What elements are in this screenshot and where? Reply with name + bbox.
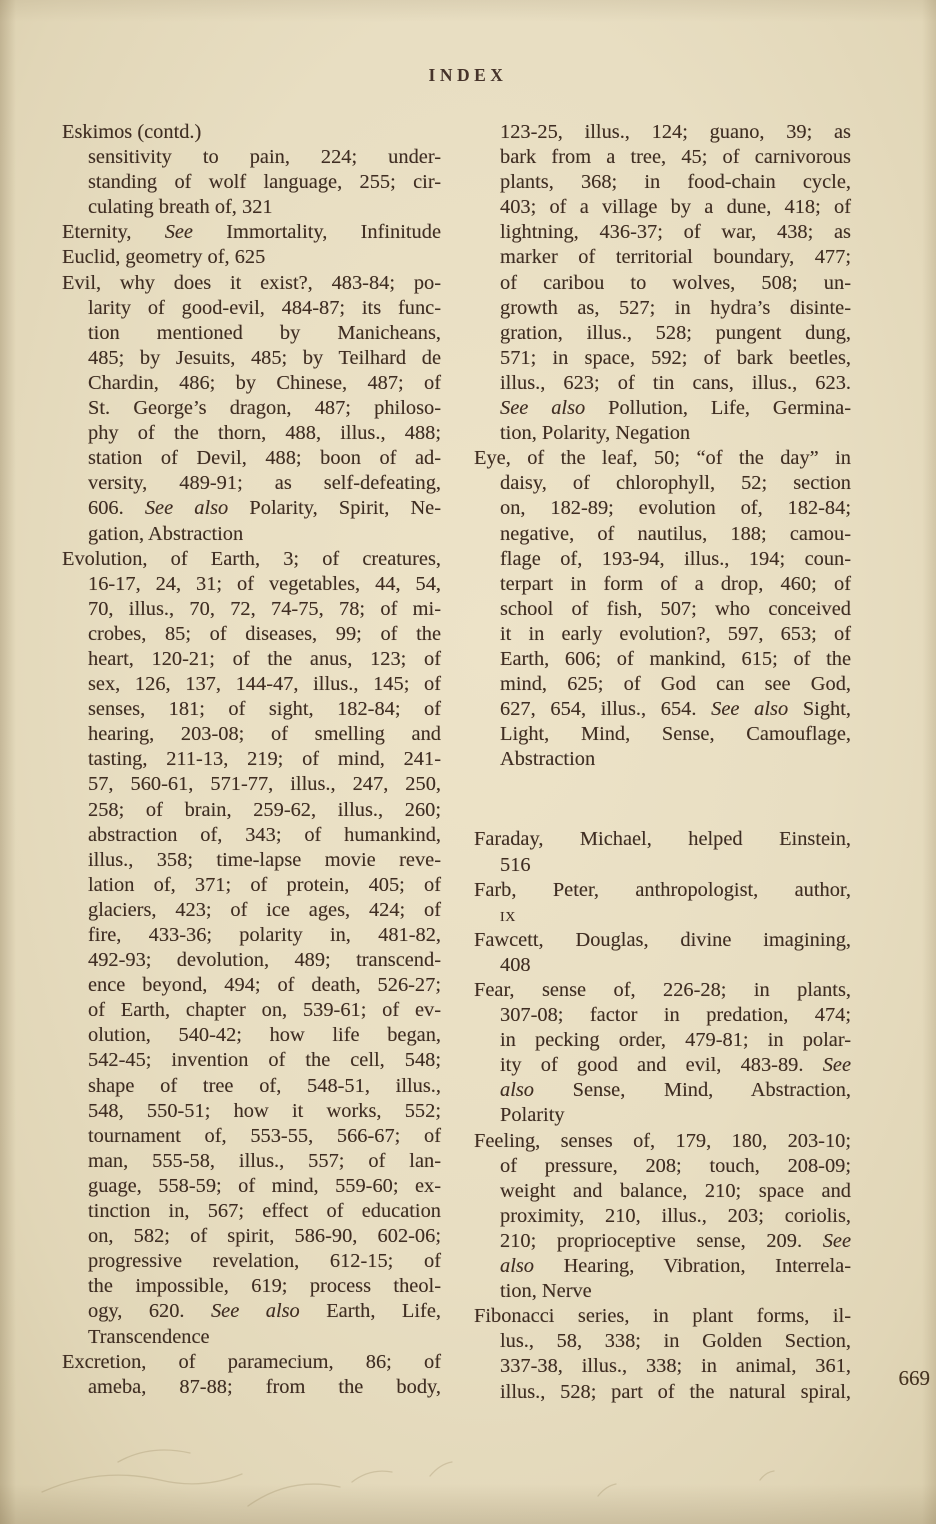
text-segment: Hearing, Vibration, Interrela- — [534, 1255, 851, 1278]
index-line — [88, 948, 441, 973]
text-segment: illus., 528; part of the natural spiral, — [500, 1380, 851, 1403]
text-segment: 516 — [500, 853, 531, 876]
text-segment: weight and balance, 210; space and — [500, 1179, 851, 1202]
index-line — [500, 1179, 851, 1204]
text-segment: in pecking order, 479-81; in polar- — [500, 1029, 851, 1052]
index-entry — [474, 120, 851, 446]
index-line — [500, 1003, 851, 1028]
text-segment: negative, of nautilus, 188; camou- — [500, 522, 851, 545]
text-segment: 337-38, illus., 338; in animal, 361, — [500, 1355, 851, 1378]
text-segment: Euclid, geometry of, 625 — [62, 246, 266, 269]
text-segment: station of Devil, 488; boon of ad- — [88, 447, 441, 470]
index-line — [62, 120, 441, 145]
index-line — [88, 848, 441, 873]
text-segment: illus., 358; time-lapse movie reve- — [88, 848, 441, 871]
index-entry — [62, 145, 441, 220]
text-segment: Transcendence — [88, 1325, 210, 1348]
index-entry — [62, 120, 441, 145]
text-segment: St. George’s dragon, 487; philoso- — [88, 397, 441, 420]
text-segment: Earth, Life, — [299, 1300, 441, 1323]
index-line — [500, 1279, 851, 1304]
text-segment: 542-45; invention of the cell, 548; — [88, 1049, 441, 1072]
text-segment: shape of tree of, 548-51, illus., — [88, 1074, 441, 1097]
text-segment: glaciers, 423; of ice ages, 424; of — [88, 898, 441, 921]
index-line — [500, 471, 851, 496]
text-segment: 307-08; factor in predation, 474; — [500, 1004, 851, 1027]
text-segment: Eskimos (contd.) — [62, 121, 202, 143]
text-segment: abstraction of, 343; of humankind, — [88, 823, 441, 846]
index-line — [500, 1028, 851, 1053]
text-segment: sex, 126, 137, 144-47, illus., 145; of — [88, 673, 441, 696]
index-line — [88, 647, 441, 672]
index-line — [500, 953, 851, 978]
text-segment: 70, illus., 70, 72, 74-75, 78; of mi- — [88, 597, 441, 620]
text-segment: Fawcett, Douglas, divine imagining, — [474, 928, 851, 951]
text-segment: Evil, why does it exist?, 483-84; po- — [62, 271, 441, 294]
index-line — [500, 697, 851, 722]
text-segment: of pressure, 208; touch, 208-09; — [500, 1154, 851, 1177]
index-line — [88, 1325, 441, 1350]
index-line — [88, 998, 441, 1023]
text-segment: marker of territorial boundary, 477; — [500, 246, 851, 269]
text-segment: phy of the thorn, 488, illus., 488; — [88, 422, 441, 445]
index-line — [88, 396, 441, 421]
text-segment: hearing, 203-08; of smelling and — [88, 723, 441, 746]
text-segment: 627, 654, illus., 654. — [500, 698, 712, 721]
text-segment: larity of good-evil, 484-87; its func- — [88, 296, 441, 319]
index-line — [500, 672, 851, 697]
text-segment: Fear, sense of, 226-28; in plants, — [474, 979, 851, 1001]
index-entry — [474, 1304, 851, 1404]
index-line — [500, 1103, 851, 1128]
text-segment: senses, 181; of sight, 182-84; of — [88, 698, 441, 721]
index-line — [88, 697, 441, 722]
index-line — [500, 522, 851, 547]
text-segment: Earth, 606; of mankind, 615; of the — [500, 647, 851, 670]
index-line — [62, 245, 441, 270]
index-line — [500, 346, 851, 371]
page-number: 669 — [898, 1366, 930, 1390]
index-line — [500, 1354, 851, 1379]
text-segment: flage of, 193-94, illus., 194; coun- — [500, 547, 851, 570]
text-segment: terpart in form of a drop, 460; of — [500, 572, 851, 595]
text-segment: gation, Abstraction — [88, 522, 244, 545]
text-segment: 258; of brain, 259-62, illus., 260; — [88, 798, 441, 821]
text-segment: tinction in, 567; effect of education — [88, 1200, 441, 1223]
index-line — [88, 1375, 441, 1400]
index-entry — [474, 1129, 851, 1305]
text-segment: on, 582; of spirit, 586-90, 602-06; — [88, 1225, 441, 1248]
text-segment: ix — [500, 903, 516, 926]
text-segment: See — [822, 1229, 851, 1252]
text-segment: Sense, Mind, Abstraction, — [534, 1079, 851, 1102]
index-line — [500, 220, 851, 245]
index-line — [62, 547, 441, 572]
text-segment: daisy, of chlorophyll, 52; section — [500, 472, 851, 495]
index-line — [500, 1329, 851, 1354]
page-heading: INDEX — [428, 65, 508, 85]
text-segment: See — [822, 1054, 851, 1077]
text-segment: growth as, 527; in hydra’s disinte- — [500, 296, 851, 319]
text-segment: tion, Nerve — [500, 1280, 592, 1303]
index-line — [88, 1124, 441, 1149]
index-line — [88, 1224, 441, 1249]
index-line — [88, 321, 441, 346]
index-line — [500, 1254, 851, 1279]
index-line — [500, 1204, 851, 1229]
text-segment: Pollution, Life, Germina- — [585, 397, 851, 420]
text-segment: also — [500, 1079, 534, 1102]
index-line — [500, 1380, 851, 1405]
text-segment: of Earth, chapter on, 539-61; of ev- — [88, 999, 441, 1022]
text-segment: 57, 560-61, 571-77, illus., 247, 250, — [88, 773, 441, 796]
text-segment: fire, 433-36; polarity in, 481-82, — [88, 924, 441, 946]
text-segment: guage, 558-59; of mind, 559-60; ex- — [88, 1174, 441, 1197]
index-line — [88, 823, 441, 848]
index-line — [88, 772, 441, 797]
index-line — [500, 547, 851, 572]
text-segment: lation of, 371; of protein, 405; of — [88, 873, 441, 896]
index-entry — [62, 547, 441, 1350]
index-line — [88, 522, 441, 547]
text-segment: bark from a tree, 45; of carnivorous — [500, 146, 851, 169]
index-line — [88, 798, 441, 823]
index-line — [88, 1299, 441, 1324]
text-segment: 485; by Jesuits, 485; by Teilhard de — [88, 346, 441, 369]
text-segment: progressive revelation, 612-15; of — [88, 1250, 441, 1273]
text-segment: culating breath of, 321 — [88, 196, 273, 219]
index-entry — [62, 220, 441, 245]
text-segment: versity, 489-91; as self-defeating, — [88, 472, 441, 495]
index-line — [474, 978, 851, 1003]
index-line — [88, 371, 441, 396]
index-line — [474, 878, 851, 903]
text-segment: lightning, 436-37; of war, 438; as — [500, 221, 851, 244]
index-line — [500, 396, 851, 421]
index-line — [88, 1074, 441, 1099]
text-segment: Light, Mind, Sense, Camouflage, — [500, 723, 851, 746]
text-segment: gration, illus., 528; pungent dung, — [500, 321, 851, 344]
index-entry — [62, 1350, 441, 1400]
text-segment: school of fish, 507; who conceived — [500, 597, 851, 620]
index-line — [88, 923, 441, 948]
index-line — [474, 446, 851, 471]
index-line — [88, 296, 441, 321]
text-segment: illus., 623; of tin cans, illus., 623. — [500, 371, 851, 394]
text-segment: the impossible, 619; process theol- — [88, 1275, 441, 1298]
index-line — [500, 271, 851, 296]
text-segment: tion mentioned by Manicheans, — [88, 321, 441, 344]
index-line — [500, 572, 851, 597]
text-segment: 123-25, illus., 124; guano, 39; as — [500, 121, 851, 143]
text-segment: 403; of a village by a dune, 418; of — [500, 196, 851, 219]
text-segment: tion, Polarity, Negation — [500, 422, 691, 445]
text-segment: See — [164, 221, 193, 244]
index-line — [500, 1154, 851, 1179]
text-segment: See also — [711, 698, 789, 721]
text-segment: tournament of, 553-55, 566-67; of — [88, 1124, 441, 1147]
text-segment: crobes, 85; of diseases, 99; of the — [88, 622, 441, 645]
pencil-marks-decoration — [0, 1384, 936, 1524]
text-segment: ameba, 87-88; from the body, — [88, 1375, 441, 1398]
index-line — [500, 1053, 851, 1078]
text-segment: mind, 625; of God can see God, — [500, 673, 851, 696]
text-segment: See also — [144, 497, 229, 520]
index-entry — [62, 271, 441, 547]
index-line — [500, 371, 851, 396]
index-line — [500, 1229, 851, 1254]
index-line — [500, 622, 851, 647]
index-line — [88, 622, 441, 647]
text-segment: also — [500, 1255, 534, 1278]
index-line — [88, 1023, 441, 1048]
index-column-right — [474, 120, 851, 1405]
index-line — [88, 1174, 441, 1199]
index-line — [88, 873, 441, 898]
text-segment: See also — [500, 397, 586, 420]
index-line — [474, 928, 851, 953]
index-entry — [474, 446, 851, 772]
index-line — [88, 1149, 441, 1174]
text-segment: ity of good and evil, 483-89. — [500, 1054, 823, 1077]
text-segment: heart, 120-21; of the anus, 123; of — [88, 647, 441, 670]
text-segment: Abstraction — [500, 748, 596, 771]
text-segment: Chardin, 486; by Chinese, 487; of — [88, 371, 441, 394]
index-line — [88, 1048, 441, 1073]
text-segment: Polarity — [500, 1104, 565, 1127]
index-entry — [474, 978, 851, 1129]
index-line — [500, 145, 851, 170]
index-line — [500, 747, 851, 772]
index-column-left — [62, 120, 441, 1400]
index-line — [500, 170, 851, 195]
text-segment: sensitivity to pain, 224; under- — [88, 146, 441, 169]
text-segment: 548, 550-51; how it works, 552; — [88, 1099, 441, 1122]
index-line — [88, 421, 441, 446]
index-entry — [474, 928, 851, 978]
index-line — [500, 245, 851, 270]
text-segment: Evolution, of Earth, 3; of creatures, — [62, 547, 441, 570]
index-line — [88, 572, 441, 597]
index-line — [88, 195, 441, 220]
text-segment: Farb, Peter, anthropologist, author, — [474, 878, 851, 901]
index-line — [474, 827, 851, 852]
text-segment: tasting, 211-13, 219; of mind, 241- — [88, 748, 441, 771]
text-segment: Sight, — [788, 698, 851, 721]
text-segment: 571; in space, 592; of bark beetles, — [500, 346, 851, 369]
index-line — [474, 1129, 851, 1154]
text-segment: Polarity, Spirit, Ne- — [228, 497, 442, 520]
text-segment: Fibonacci series, in plant forms, il- — [474, 1305, 851, 1328]
text-segment: of caribou to wolves, 508; un- — [500, 271, 851, 294]
index-line — [88, 898, 441, 923]
text-segment: proximity, 210, illus., 203; coriolis, — [500, 1204, 851, 1227]
text-segment: 606. — [88, 497, 145, 520]
text-segment: Excretion, of paramecium, 86; of — [62, 1350, 441, 1373]
text-segment: plants, 368; in food-chain cycle, — [500, 171, 851, 194]
text-segment: Eternity, — [62, 221, 165, 244]
index-line — [474, 1304, 851, 1329]
index-line — [500, 120, 851, 145]
index-line — [500, 597, 851, 622]
text-segment: Feeling, senses of, 179, 180, 203-10; — [474, 1129, 851, 1152]
index-line — [500, 647, 851, 672]
index-line — [500, 421, 851, 446]
index-line — [500, 853, 851, 878]
index-line — [500, 903, 851, 928]
index-line — [500, 296, 851, 321]
index-line — [500, 195, 851, 220]
text-segment: Faraday, Michael, helped Einstein, — [474, 828, 851, 851]
index-line — [88, 597, 441, 622]
index-line — [88, 1274, 441, 1299]
text-segment: Immortality, Infinitude — [192, 221, 442, 244]
index-line — [500, 1078, 851, 1103]
index-line — [62, 271, 441, 296]
index-entry — [474, 827, 851, 877]
text-segment: 408 — [500, 953, 531, 976]
index-line — [62, 220, 441, 245]
index-line — [88, 672, 441, 697]
text-segment: 210; proprioceptive sense, 209. — [500, 1229, 823, 1252]
index-line — [88, 170, 441, 195]
text-segment: on, 182-89; evolution of, 182-84; — [500, 497, 851, 520]
text-segment: See also — [210, 1300, 300, 1323]
index-line — [62, 1350, 441, 1375]
text-segment: man, 555-58, illus., 557; of lan- — [88, 1149, 441, 1172]
index-line — [500, 722, 851, 747]
index-entry — [474, 878, 851, 928]
index-line — [88, 145, 441, 170]
text-segment: 16-17, 24, 31; of vegetables, 44, 54, — [88, 572, 441, 595]
index-line — [88, 496, 441, 521]
text-segment: olution, 540-42; how life began, — [88, 1024, 441, 1047]
index-line — [88, 973, 441, 998]
index-line — [88, 446, 441, 471]
index-line — [88, 1249, 441, 1274]
text-segment: ogy, 620. — [88, 1300, 211, 1323]
index-line — [500, 321, 851, 346]
text-segment: standing of wolf language, 255; cir- — [88, 171, 441, 194]
index-line — [500, 496, 851, 521]
index-line — [88, 722, 441, 747]
text-segment: Eye, of the leaf, 50; “of the day” in — [474, 447, 851, 470]
text-segment: it in early evolution?, 597, 653; of — [500, 622, 851, 645]
text-segment: ence beyond, 494; of death, 526-27; — [88, 974, 441, 997]
index-entry — [62, 245, 441, 270]
index-line — [88, 346, 441, 371]
index-line — [88, 1199, 441, 1224]
text-segment: lus., 58, 338; in Golden Section, — [500, 1330, 851, 1353]
index-line — [88, 1099, 441, 1124]
index-line — [88, 747, 441, 772]
text-segment: 492-93; devolution, 489; transcend- — [88, 949, 441, 972]
index-line — [88, 471, 441, 496]
